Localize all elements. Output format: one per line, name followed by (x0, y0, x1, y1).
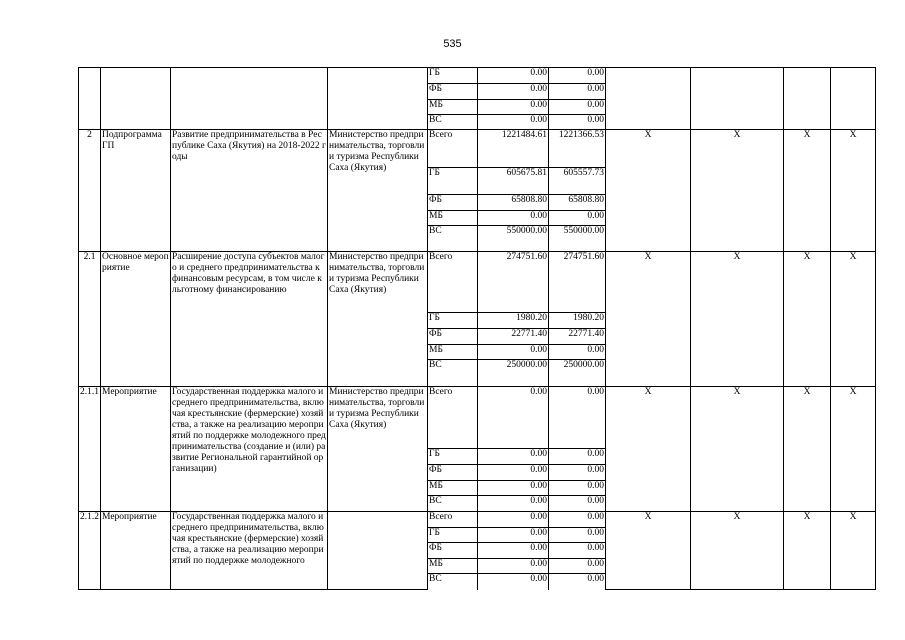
amount-cell: 550000.00 (549, 226, 606, 252)
amount-cell: 0.00 (478, 449, 549, 465)
mark-cell: X (606, 387, 691, 512)
name-cell: Расширение доступа субъектов малого и среднего предпринимательства к финансовым ресурсам, в том числе к льготному финансированию (171, 252, 328, 387)
amount-cell: 0.00 (549, 496, 606, 512)
amount-cell: 274751.60 (549, 252, 606, 313)
amount-cell: 0.00 (549, 100, 606, 115)
code-cell: 2 (79, 130, 101, 252)
source-cell: ФБ (428, 195, 478, 211)
mark-cell: X (606, 512, 691, 590)
mark-cell: X (691, 512, 784, 590)
mark-cell (784, 68, 831, 130)
amount-cell: 605675.81 (478, 168, 549, 195)
amount-cell: 0.00 (549, 512, 606, 528)
kind-cell: Мероприятие (101, 387, 171, 512)
kind-cell: Основное мероприятие (101, 252, 171, 387)
amount-cell: 0.00 (478, 543, 549, 559)
amount-cell: 0.00 (478, 481, 549, 496)
amount-cell: 0.00 (549, 84, 606, 100)
source-cell: ВС (428, 360, 478, 387)
source-cell: ФБ (428, 329, 478, 345)
amount-cell: 1980.20 (478, 313, 549, 329)
kind-cell: Подпрограмма ГП (101, 130, 171, 252)
amount-cell: 22771.40 (549, 329, 606, 345)
amount-cell: 0.00 (549, 68, 606, 84)
amount-cell: 0.00 (549, 211, 606, 226)
source-cell: ГБ (428, 168, 478, 195)
amount-cell: 0.00 (478, 574, 549, 590)
source-cell: ФБ (428, 543, 478, 559)
amount-cell: 22771.40 (478, 329, 549, 345)
source-cell: МБ (428, 345, 478, 360)
mark-cell: X (784, 512, 831, 590)
amount-cell: 0.00 (478, 68, 549, 84)
source-cell: ВС (428, 574, 478, 590)
source-cell: Всего (428, 387, 478, 449)
amount-cell: 0.00 (478, 387, 549, 449)
source-cell: ФБ (428, 84, 478, 100)
amount-cell: 0.00 (478, 100, 549, 115)
program-table (78, 67, 876, 590)
mark-cell: X (831, 387, 876, 512)
mark-cell: X (784, 130, 831, 252)
table-row (79, 512, 876, 528)
source-cell: ГБ (428, 449, 478, 465)
mark-cell (606, 68, 691, 130)
source-cell: МБ (428, 481, 478, 496)
executor-cell: Министерство предпринимательства, торговли и туризма Республики Саха (Якутия) (328, 252, 428, 387)
name-cell: Государственная поддержка малого и среднего предпринимательства, включая крестьянские (фермерские) хозяйства, а также на реализацию мероприятий по поддержке молодежного (171, 512, 328, 590)
amount-cell: 0.00 (478, 115, 549, 130)
amount-cell: 0.00 (549, 574, 606, 590)
source-cell: МБ (428, 211, 478, 226)
mark-cell: X (784, 252, 831, 387)
source-cell: Всего (428, 252, 478, 313)
kind-cell (101, 68, 171, 130)
mark-cell: X (691, 387, 784, 512)
table-row (79, 130, 876, 168)
amount-cell: 0.00 (478, 211, 549, 226)
amount-cell: 65808.80 (478, 195, 549, 211)
name-cell (171, 68, 328, 130)
mark-cell: X (606, 130, 691, 252)
mark-cell (831, 68, 876, 130)
executor-cell (328, 512, 428, 590)
mark-cell: X (691, 252, 784, 387)
amount-cell: 0.00 (549, 345, 606, 360)
source-cell: ВС (428, 226, 478, 252)
code-cell: 2.1 (79, 252, 101, 387)
amount-cell: 550000.00 (478, 226, 549, 252)
amount-cell: 1221366.53 (549, 130, 606, 168)
page-number: 535 (443, 38, 462, 50)
mark-cell: X (831, 130, 876, 252)
source-cell: ВС (428, 115, 478, 130)
mark-cell (691, 68, 784, 130)
source-cell: ВС (428, 496, 478, 512)
mark-cell: X (691, 130, 784, 252)
mark-cell: X (606, 252, 691, 387)
table-row (79, 252, 876, 313)
amount-cell: 0.00 (549, 387, 606, 449)
amount-cell: 0.00 (478, 345, 549, 360)
executor-cell (328, 68, 428, 130)
kind-cell: Мероприятие (101, 512, 171, 590)
amount-cell: 0.00 (549, 543, 606, 559)
source-cell: МБ (428, 559, 478, 574)
name-cell: Государственная поддержка малого и среднего предпринимательства, включая крестьянские (фермерские) хозяйства, а также на реализацию мероприятий по поддержке молодежного предпринимательства (создание и (или) развитие Региональной гарантийной организации) (171, 387, 328, 512)
amount-cell: 0.00 (549, 481, 606, 496)
amount-cell: 0.00 (478, 465, 549, 481)
code-cell (79, 68, 101, 130)
code-cell: 2.1.2 (79, 512, 101, 590)
amount-cell: 0.00 (549, 115, 606, 130)
amount-cell: 250000.00 (478, 360, 549, 387)
name-cell: Развитие предпринимательства в Республике Саха (Якутия) на 2018-2022 годы (171, 130, 328, 252)
source-cell: ФБ (428, 465, 478, 481)
amount-cell: 0.00 (549, 528, 606, 543)
source-cell: ГБ (428, 68, 478, 84)
code-cell: 2.1.1 (79, 387, 101, 512)
amount-cell: 0.00 (478, 559, 549, 574)
mark-cell: X (831, 512, 876, 590)
amount-cell: 1221484.61 (478, 130, 549, 168)
executor-cell: Министерство предпринимательства, торговли и туризма Республики Саха (Якутия) (328, 387, 428, 512)
source-cell: ГБ (428, 313, 478, 329)
amount-cell: 0.00 (478, 84, 549, 100)
source-cell: МБ (428, 100, 478, 115)
amount-cell: 0.00 (478, 528, 549, 543)
executor-cell: Министерство предпринимательства, торговли и туризма Республики Саха (Якутия) (328, 130, 428, 252)
mark-cell: X (784, 387, 831, 512)
amount-cell: 0.00 (549, 559, 606, 574)
amount-cell: 0.00 (478, 512, 549, 528)
table-row (79, 68, 876, 84)
source-cell: Всего (428, 512, 478, 528)
amount-cell: 1980.20 (549, 313, 606, 329)
amount-cell: 0.00 (549, 465, 606, 481)
table-row (79, 387, 876, 449)
amount-cell: 0.00 (549, 449, 606, 465)
amount-cell: 65808.80 (549, 195, 606, 211)
amount-cell: 605557.73 (549, 168, 606, 195)
source-cell: ГБ (428, 528, 478, 543)
source-cell: Всего (428, 130, 478, 168)
mark-cell: X (831, 252, 876, 387)
amount-cell: 250000.00 (549, 360, 606, 387)
amount-cell: 274751.60 (478, 252, 549, 313)
amount-cell: 0.00 (478, 496, 549, 512)
